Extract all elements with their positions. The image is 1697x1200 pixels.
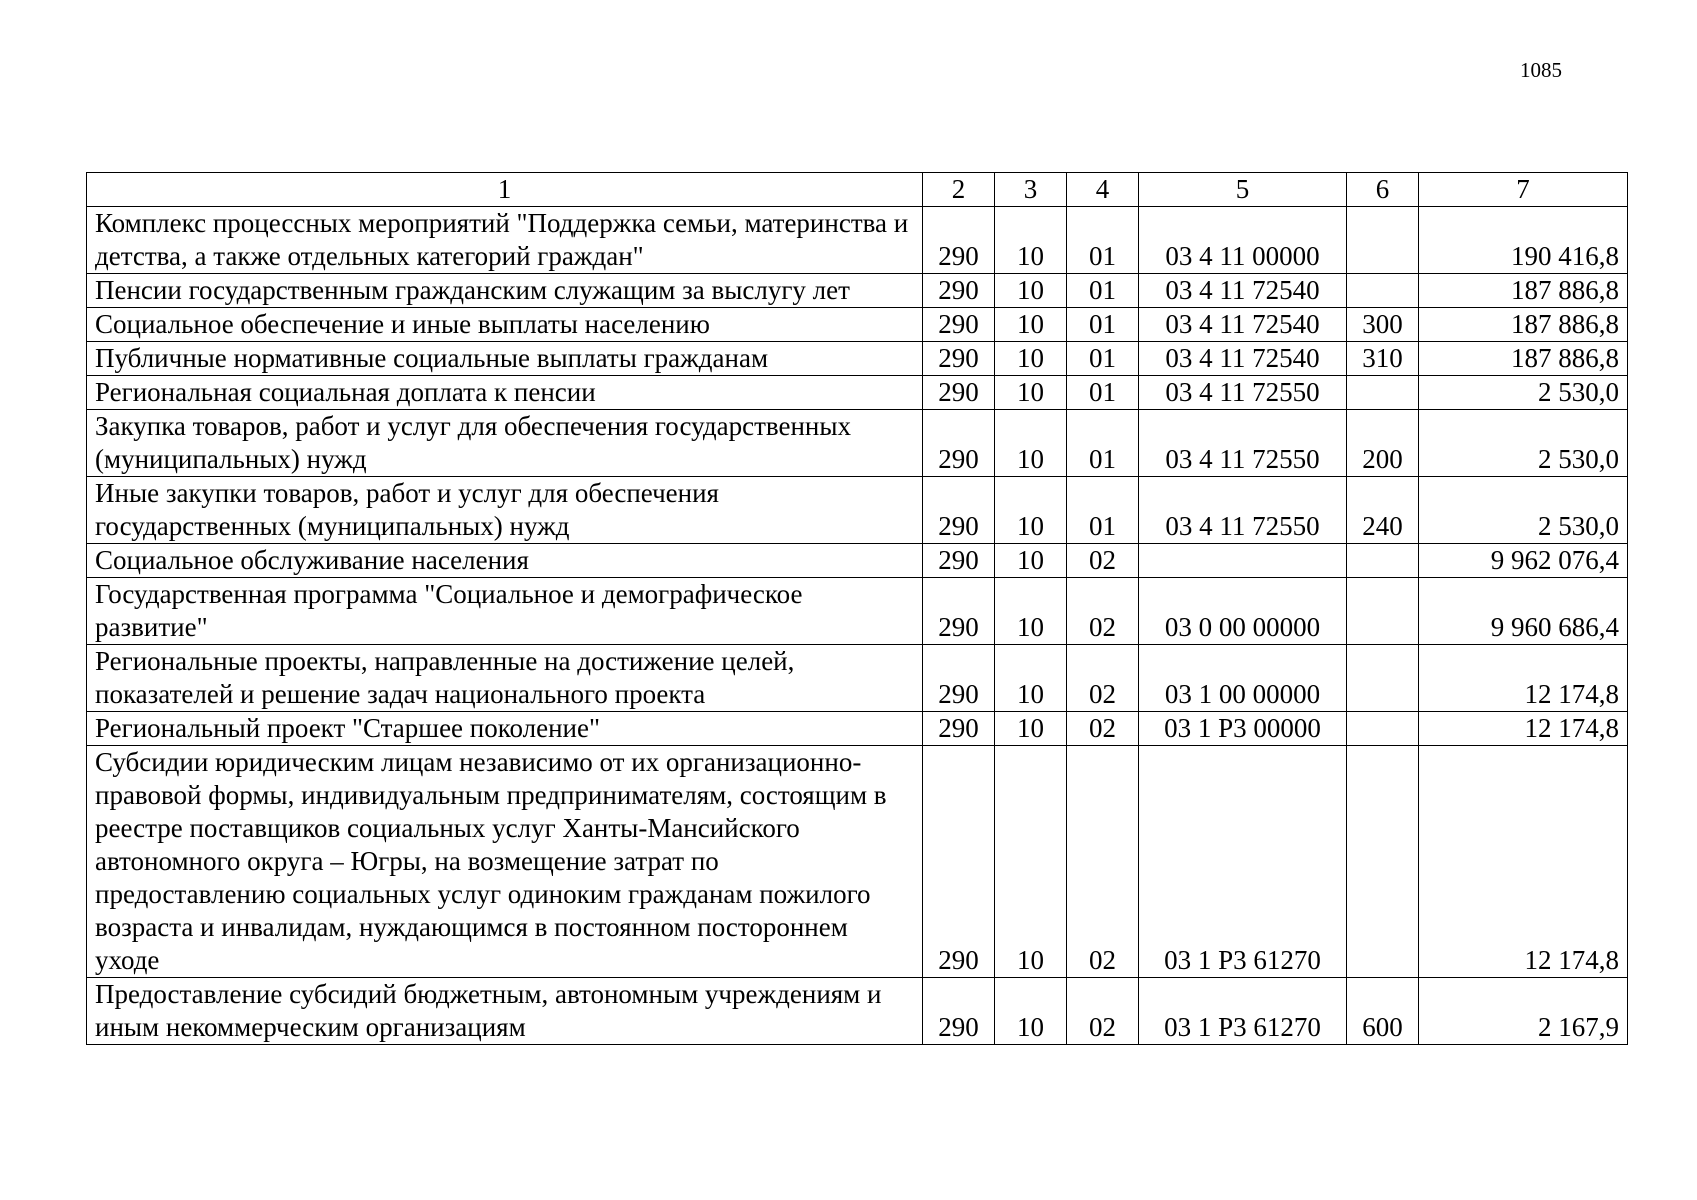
cell-ministry-code: 290 [923,978,995,1045]
cell-ministry-code: 290 [923,712,995,746]
cell-expense-type [1347,376,1419,410]
cell-target-article: 03 1 Р3 61270 [1139,746,1347,978]
cell-amount: 2 530,0 [1419,376,1628,410]
table-header-row [87,173,1628,207]
cell-target-article: 03 4 11 72550 [1139,376,1347,410]
cell-subsection: 02 [1067,978,1139,1045]
cell-expense-type [1347,544,1419,578]
table-row [87,308,1628,342]
cell-subsection: 02 [1067,712,1139,746]
cell-name: Предоставление субсидий бюджетным, автономным учреждениям и иным некоммерческим организациям [87,978,923,1045]
cell-amount: 2 167,9 [1419,978,1628,1045]
cell-expense-type: 310 [1347,342,1419,376]
cell-target-article: 03 4 11 72550 [1139,410,1347,477]
cell-target-article: 03 1 Р3 61270 [1139,978,1347,1045]
cell-expense-type: 200 [1347,410,1419,477]
table-row [87,645,1628,712]
cell-target-article [1139,544,1347,578]
cell-expense-type [1347,274,1419,308]
cell-subsection: 01 [1067,274,1139,308]
table-row [87,376,1628,410]
cell-amount: 187 886,8 [1419,342,1628,376]
cell-subsection: 02 [1067,645,1139,712]
cell-target-article: 03 1 Р3 00000 [1139,712,1347,746]
cell-expense-type [1347,578,1419,645]
cell-expense-type [1347,712,1419,746]
cell-ministry-code: 290 [923,376,995,410]
column-header: 1 [87,173,923,207]
cell-section: 10 [995,376,1067,410]
cell-target-article: 03 1 00 00000 [1139,645,1347,712]
cell-section: 10 [995,578,1067,645]
cell-ministry-code: 290 [923,274,995,308]
cell-amount: 12 174,8 [1419,645,1628,712]
column-header: 7 [1419,173,1628,207]
cell-name: Региональные проекты, направленные на достижение целей, показателей и решение задач национального проекта [87,645,923,712]
cell-section: 10 [995,477,1067,544]
cell-section: 10 [995,712,1067,746]
cell-amount: 9 962 076,4 [1419,544,1628,578]
cell-name: Публичные нормативные социальные выплаты гражданам [87,342,923,376]
cell-section: 10 [995,645,1067,712]
cell-target-article: 03 4 11 72540 [1139,308,1347,342]
cell-section: 10 [995,410,1067,477]
cell-subsection: 01 [1067,308,1139,342]
cell-ministry-code: 290 [923,342,995,376]
cell-expense-type: 240 [1347,477,1419,544]
page-number: 1085 [1520,58,1562,82]
cell-target-article: 03 4 11 00000 [1139,207,1347,274]
cell-section: 10 [995,978,1067,1045]
table-row [87,342,1628,376]
cell-subsection: 01 [1067,207,1139,274]
column-header: 6 [1347,173,1419,207]
cell-ministry-code: 290 [923,410,995,477]
cell-name: Региональный проект "Старшее поколение" [87,712,923,746]
cell-amount: 9 960 686,4 [1419,578,1628,645]
budget-table [86,172,1628,1045]
cell-amount: 2 530,0 [1419,410,1628,477]
cell-section: 10 [995,342,1067,376]
cell-amount: 2 530,0 [1419,477,1628,544]
table-row [87,410,1628,477]
column-header: 2 [923,173,995,207]
cell-section: 10 [995,746,1067,978]
column-header: 4 [1067,173,1139,207]
cell-name: Иные закупки товаров, работ и услуг для обеспечения государственных (муниципальных) нужд [87,477,923,544]
cell-subsection: 01 [1067,410,1139,477]
cell-subsection: 01 [1067,477,1139,544]
cell-target-article: 03 0 00 00000 [1139,578,1347,645]
cell-amount: 187 886,8 [1419,308,1628,342]
cell-name: Государственная программа "Социальное и демографическое развитие" [87,578,923,645]
cell-ministry-code: 290 [923,645,995,712]
cell-ministry-code: 290 [923,308,995,342]
cell-amount: 12 174,8 [1419,746,1628,978]
cell-section: 10 [995,308,1067,342]
cell-section: 10 [995,207,1067,274]
table-row [87,978,1628,1045]
table-row [87,544,1628,578]
cell-ministry-code: 290 [923,207,995,274]
cell-target-article: 03 4 11 72550 [1139,477,1347,544]
table-row [87,578,1628,645]
table-row [87,746,1628,978]
cell-name: Пенсии государственным гражданским служащим за выслугу лет [87,274,923,308]
cell-expense-type: 600 [1347,978,1419,1045]
cell-ministry-code: 290 [923,477,995,544]
cell-amount: 12 174,8 [1419,712,1628,746]
cell-name: Социальное обслуживание населения [87,544,923,578]
cell-name: Региональная социальная доплата к пенсии [87,376,923,410]
cell-ministry-code: 290 [923,578,995,645]
cell-ministry-code: 290 [923,746,995,978]
cell-subsection: 01 [1067,342,1139,376]
table-row [87,207,1628,274]
cell-name: Субсидии юридическим лицам независимо от их организационно-правовой формы, индивидуальным предпринимателям, состоящим в реестре поставщиков социальных услуг Ханты-Мансийского автономного округа – Югры, на возмещение затрат по предоставлению социальных услуг одиноким гражданам пожилого возраста и инвалидам, нуждающимся в постоянном постороннем уходе [87,746,923,978]
cell-subsection: 02 [1067,544,1139,578]
table-row [87,477,1628,544]
column-header: 5 [1139,173,1347,207]
cell-ministry-code: 290 [923,544,995,578]
cell-expense-type [1347,746,1419,978]
cell-name: Закупка товаров, работ и услуг для обеспечения государственных (муниципальных) нужд [87,410,923,477]
cell-expense-type [1347,645,1419,712]
cell-amount: 187 886,8 [1419,274,1628,308]
cell-section: 10 [995,544,1067,578]
cell-subsection: 02 [1067,746,1139,978]
cell-subsection: 01 [1067,376,1139,410]
cell-section: 10 [995,274,1067,308]
cell-target-article: 03 4 11 72540 [1139,274,1347,308]
table-row [87,274,1628,308]
cell-amount: 190 416,8 [1419,207,1628,274]
cell-name: Социальное обеспечение и иные выплаты населению [87,308,923,342]
column-header: 3 [995,173,1067,207]
cell-expense-type: 300 [1347,308,1419,342]
cell-target-article: 03 4 11 72540 [1139,342,1347,376]
cell-name: Комплекс процессных мероприятий "Поддержка семьи, материнства и детства, а также отдельных категорий граждан" [87,207,923,274]
table-row [87,712,1628,746]
cell-subsection: 02 [1067,578,1139,645]
cell-expense-type [1347,207,1419,274]
